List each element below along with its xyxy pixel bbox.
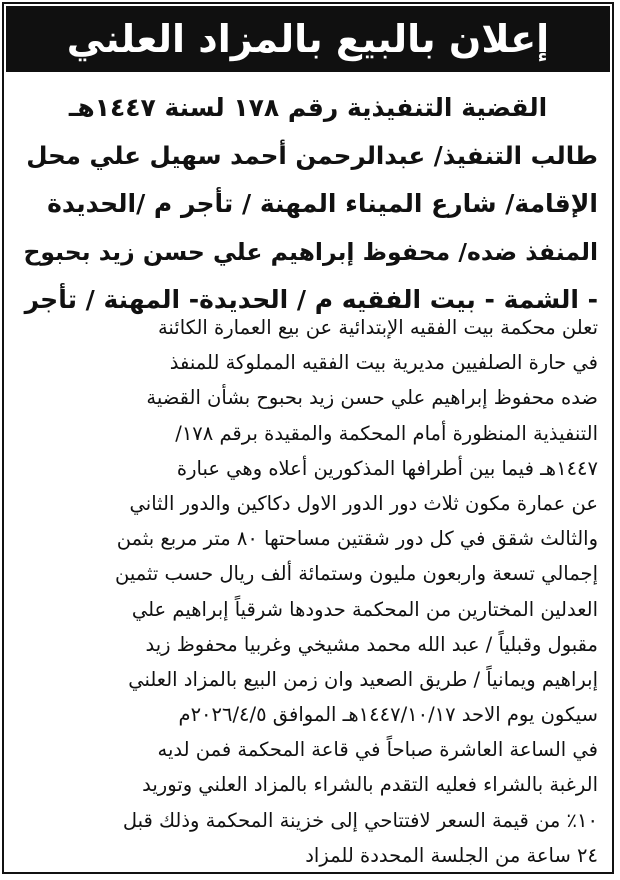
body-line: الرغبة بالشراء فعليه التقدم بالشراء بالمزاد العلني وتوريد [142, 773, 598, 797]
case-details [18, 84, 598, 324]
body-line: عن عمارة مكون ثلاث دور الدور الاول دكاكين والدور الثاني [129, 491, 598, 515]
body-line: إبراهيم ويمانياً / طريق الصعيد وان زمن البيع بالمزاد العلني [128, 667, 598, 691]
notice-title: إعلان بالبيع بالمزاد العلني [6, 6, 610, 72]
body-line: في الساعة العاشرة صباحاً في قاعة المحكمة فمن لديه [157, 738, 598, 762]
body-line: مقبول وقبلياً / عبد الله محمد مشيخي وغربيا محفوظ زيد [145, 632, 598, 656]
body-line: العدلين المختارين من المحكمة حدودها شرقياً إبراهيم علي [131, 597, 598, 621]
case-detail-line: المنفذ ضده/ محفوظ إبراهيم علي حسن زيد بحبوح [23, 238, 598, 266]
case-detail-line: طالب التنفيذ/ عبدالرحمن أحمد سهيل علي محل [26, 141, 598, 170]
case-detail-line: - الشمة - بيت الفقيه م / الحديدة- المهنة / تأجر [24, 285, 598, 314]
body-line: في حارة الصلفيين مديرية بيت الفقيه المملوكة للمنفذ [169, 351, 598, 375]
notice-body [18, 310, 598, 873]
body-line: ٢٤ ساعة من الجلسة المحددة للمزاد [305, 843, 598, 867]
body-line: سيكون يوم الاحد ١٤٤٧/١٠/١٧هـ الموافق ٢٠٢٦/٤/٥م [178, 703, 598, 727]
body-line: إجمالي تسعة واربعون مليون وستمائة ألف ريال حسب تثمين [115, 562, 598, 586]
body-line: التنفيذية المنظورة أمام المحكمة والمقيدة برقم ١٧٨/ [175, 421, 598, 445]
case-number: القضية التنفيذية رقم ١٧٨ لسنة ١٤٤٧هـ [68, 93, 548, 122]
body-line: ١٤٤٧هـ فيما بين أطرافها المذكورين أعلاه وهي عبارة [176, 456, 598, 480]
notice-frame [2, 2, 614, 874]
body-line: ضده محفوظ إبراهيم علي حسن زيد بحبوح بشأن القضية [146, 386, 598, 410]
case-detail-line: الإقامة/ شارع الميناء المهنة / تأجر م /الحديدة [47, 189, 598, 218]
body-line: تعلن محكمة بيت الفقيه الإبتدائية عن بيع العمارة الكائنة [157, 316, 598, 339]
body-line: ١٠٪ من قيمة السعر لافتتاحي إلى خزينة المحكمة وذلك قبل [122, 808, 598, 832]
body-line: والثالث شقق في كل دور شقتين مساحتها ٨٠ متر مربع بثمن [116, 527, 598, 551]
